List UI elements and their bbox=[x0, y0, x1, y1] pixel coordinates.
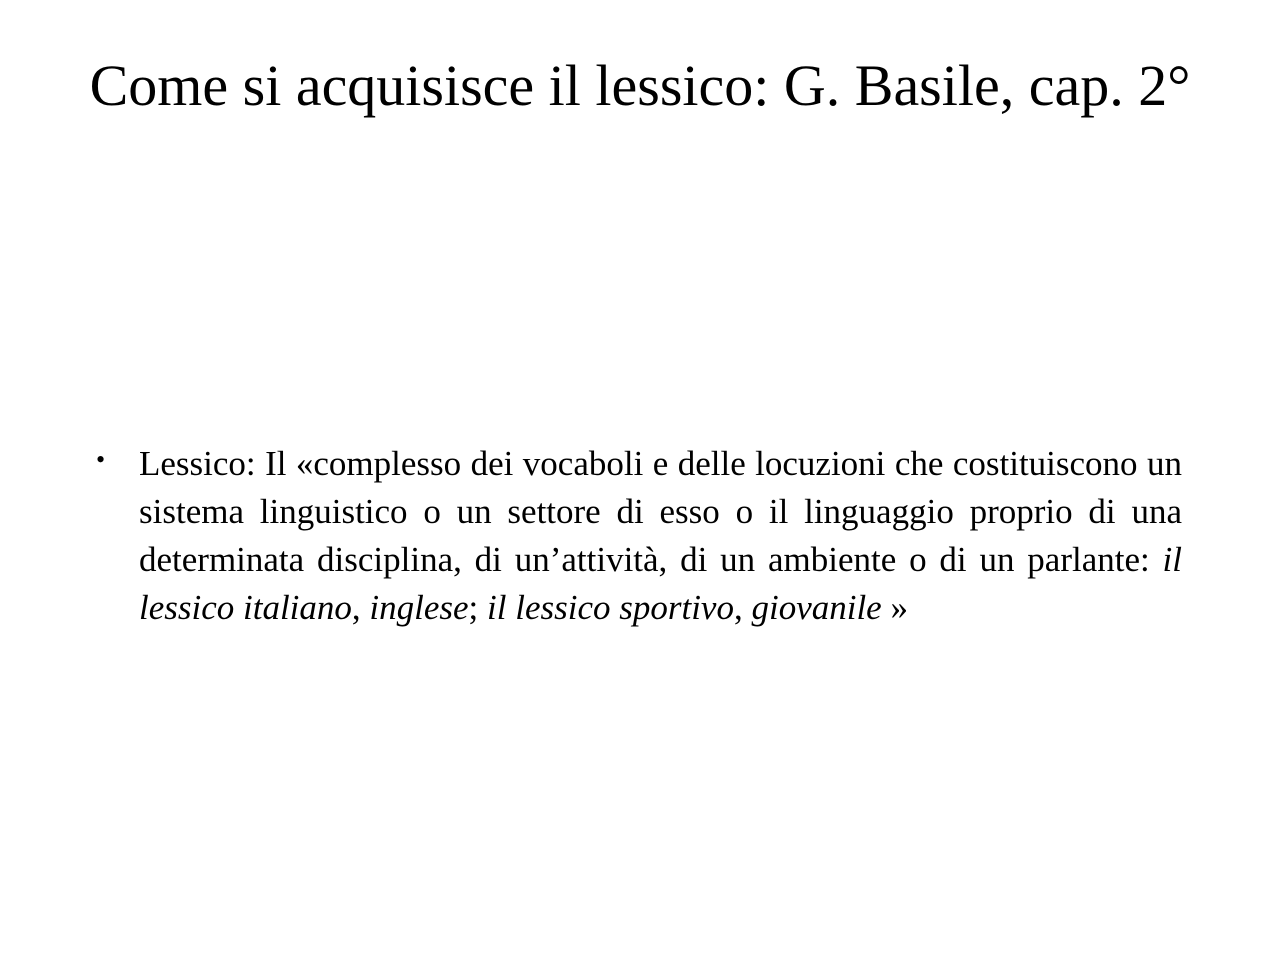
example-italic: giovanile bbox=[751, 588, 882, 627]
example-italic: il lessico sportivo bbox=[487, 588, 734, 627]
separator-text: ; bbox=[468, 588, 488, 627]
separator-text: , bbox=[351, 588, 370, 627]
bullet-icon: • bbox=[96, 445, 106, 474]
closing-quote: » bbox=[881, 588, 908, 627]
list-item bbox=[96, 440, 1182, 632]
example-italic: inglese bbox=[369, 588, 469, 627]
definition-text: Lessico: Il «complesso dei vocaboli e delle locuzioni che costituiscono un sistema linguistico o un settore di esso o il linguaggio proprio di una determinata disciplina, di un’attività, di un ambiente o di un parlante: bbox=[139, 444, 1182, 579]
separator-text: , bbox=[733, 588, 752, 627]
bullet-list bbox=[96, 440, 1182, 632]
slide-title: Come si acquisisce il lessico: G. Basile, cap. 2° bbox=[89, 53, 1191, 118]
example-italic: il lessico italiano bbox=[139, 540, 1182, 627]
